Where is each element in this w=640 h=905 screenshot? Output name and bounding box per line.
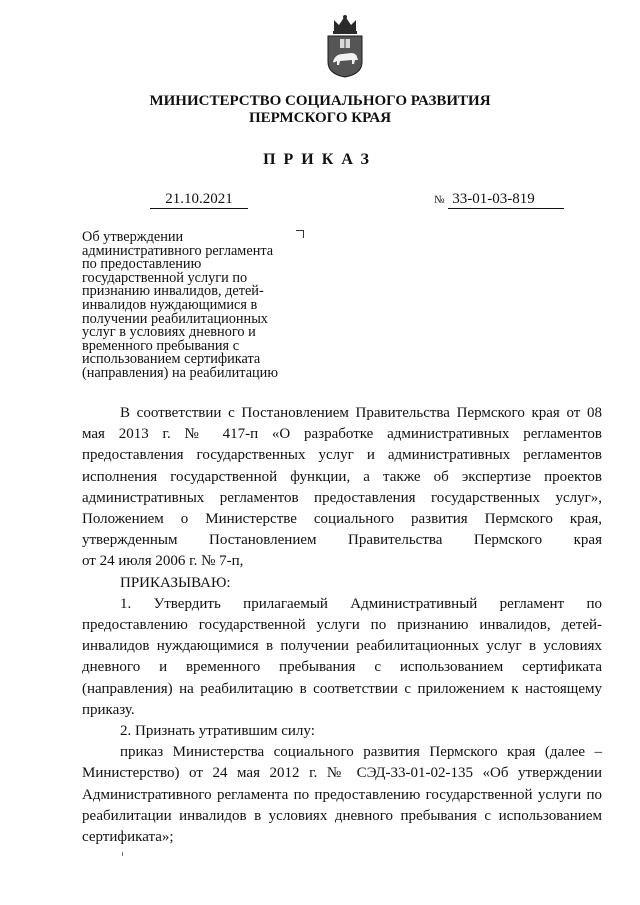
subject-line: инвалидов нуждающимися в [82,296,258,313]
subject-line: государственной услуги по [82,269,248,286]
scan-mark [122,852,123,856]
order-item-2-text: приказ Министерства социального развития Пермского края (далее – Министерство) от 24 мая 2012 г. № СЭД-33-01-02-135 «Об утверждении Административного регламента по предоставлению государственной услуги по реабилитации инвалидов в условиях дневного пребывания с использованием сертификата»; [82,744,602,846]
ministry-header [120,93,520,127]
order-date: 21.10.2021 [150,190,248,209]
order-item-2: 2. Признать утратившим силу: [120,723,315,740]
number-sign: № [434,194,445,206]
subject-line: по предоставлению [82,256,202,273]
document-body [82,403,602,848]
subject-corner-mark [296,230,304,238]
subject-line: услуг в условиях дневного и [82,324,256,341]
subject-line: получении реабилитационных [82,310,268,327]
header-line1: МИНИСТЕРСТВО СОЦИАЛЬНОГО РАЗВИТИЯ [149,93,491,109]
order-subject [82,231,302,381]
document-type-title: ПРИКАЗ [263,151,377,168]
subject-line: Об утверждении [82,229,184,245]
subject-line: временного пребывания с [82,337,240,354]
preamble-paragraph: В соответствии с Постановлением Правительства Пермского края от 08 мая 2013 г. № 417-п «О разработке административных регламентов предоставления государственных услуг и административных регламентов исполнения государственной функции, а также об экспертизе проектов административных регламентов предоставления государственных услуг», Положением о Министерстве социального развития Пермского края, утвержденным Постановлением Правительства Пермского края [82,405,602,549]
order-number: 33-01-03-819 [448,190,564,209]
order-number-block [434,190,568,209]
subject-line: (направления) на реабилитацию [82,364,279,381]
perm-krai-coat-of-arms-icon [325,12,365,78]
subject-line: признанию инвалидов, детей- [82,283,264,300]
preamble-paragraph-end: от 24 июля 2006 г. № 7-п, [82,553,244,570]
header-line2: ПЕРМСКОГО КРАЯ [248,110,392,126]
order-item-1: 1. Утвердить прилагаемый Административный регламент по предоставлению государственной услуги по признанию инвалидов, детей-инвалидов нуждающимися в получении реабилитационных услуг в условиях дневного и временного пребывания с использованием сертификата (направления) на реабилитацию в соответствии с приложением к настоящему приказу. [82,595,602,718]
order-word: ПРИКАЗЫВАЮ: [120,574,231,591]
subject-line: административного регламента [82,242,274,259]
subject-line: использованием сертификата [82,351,261,368]
